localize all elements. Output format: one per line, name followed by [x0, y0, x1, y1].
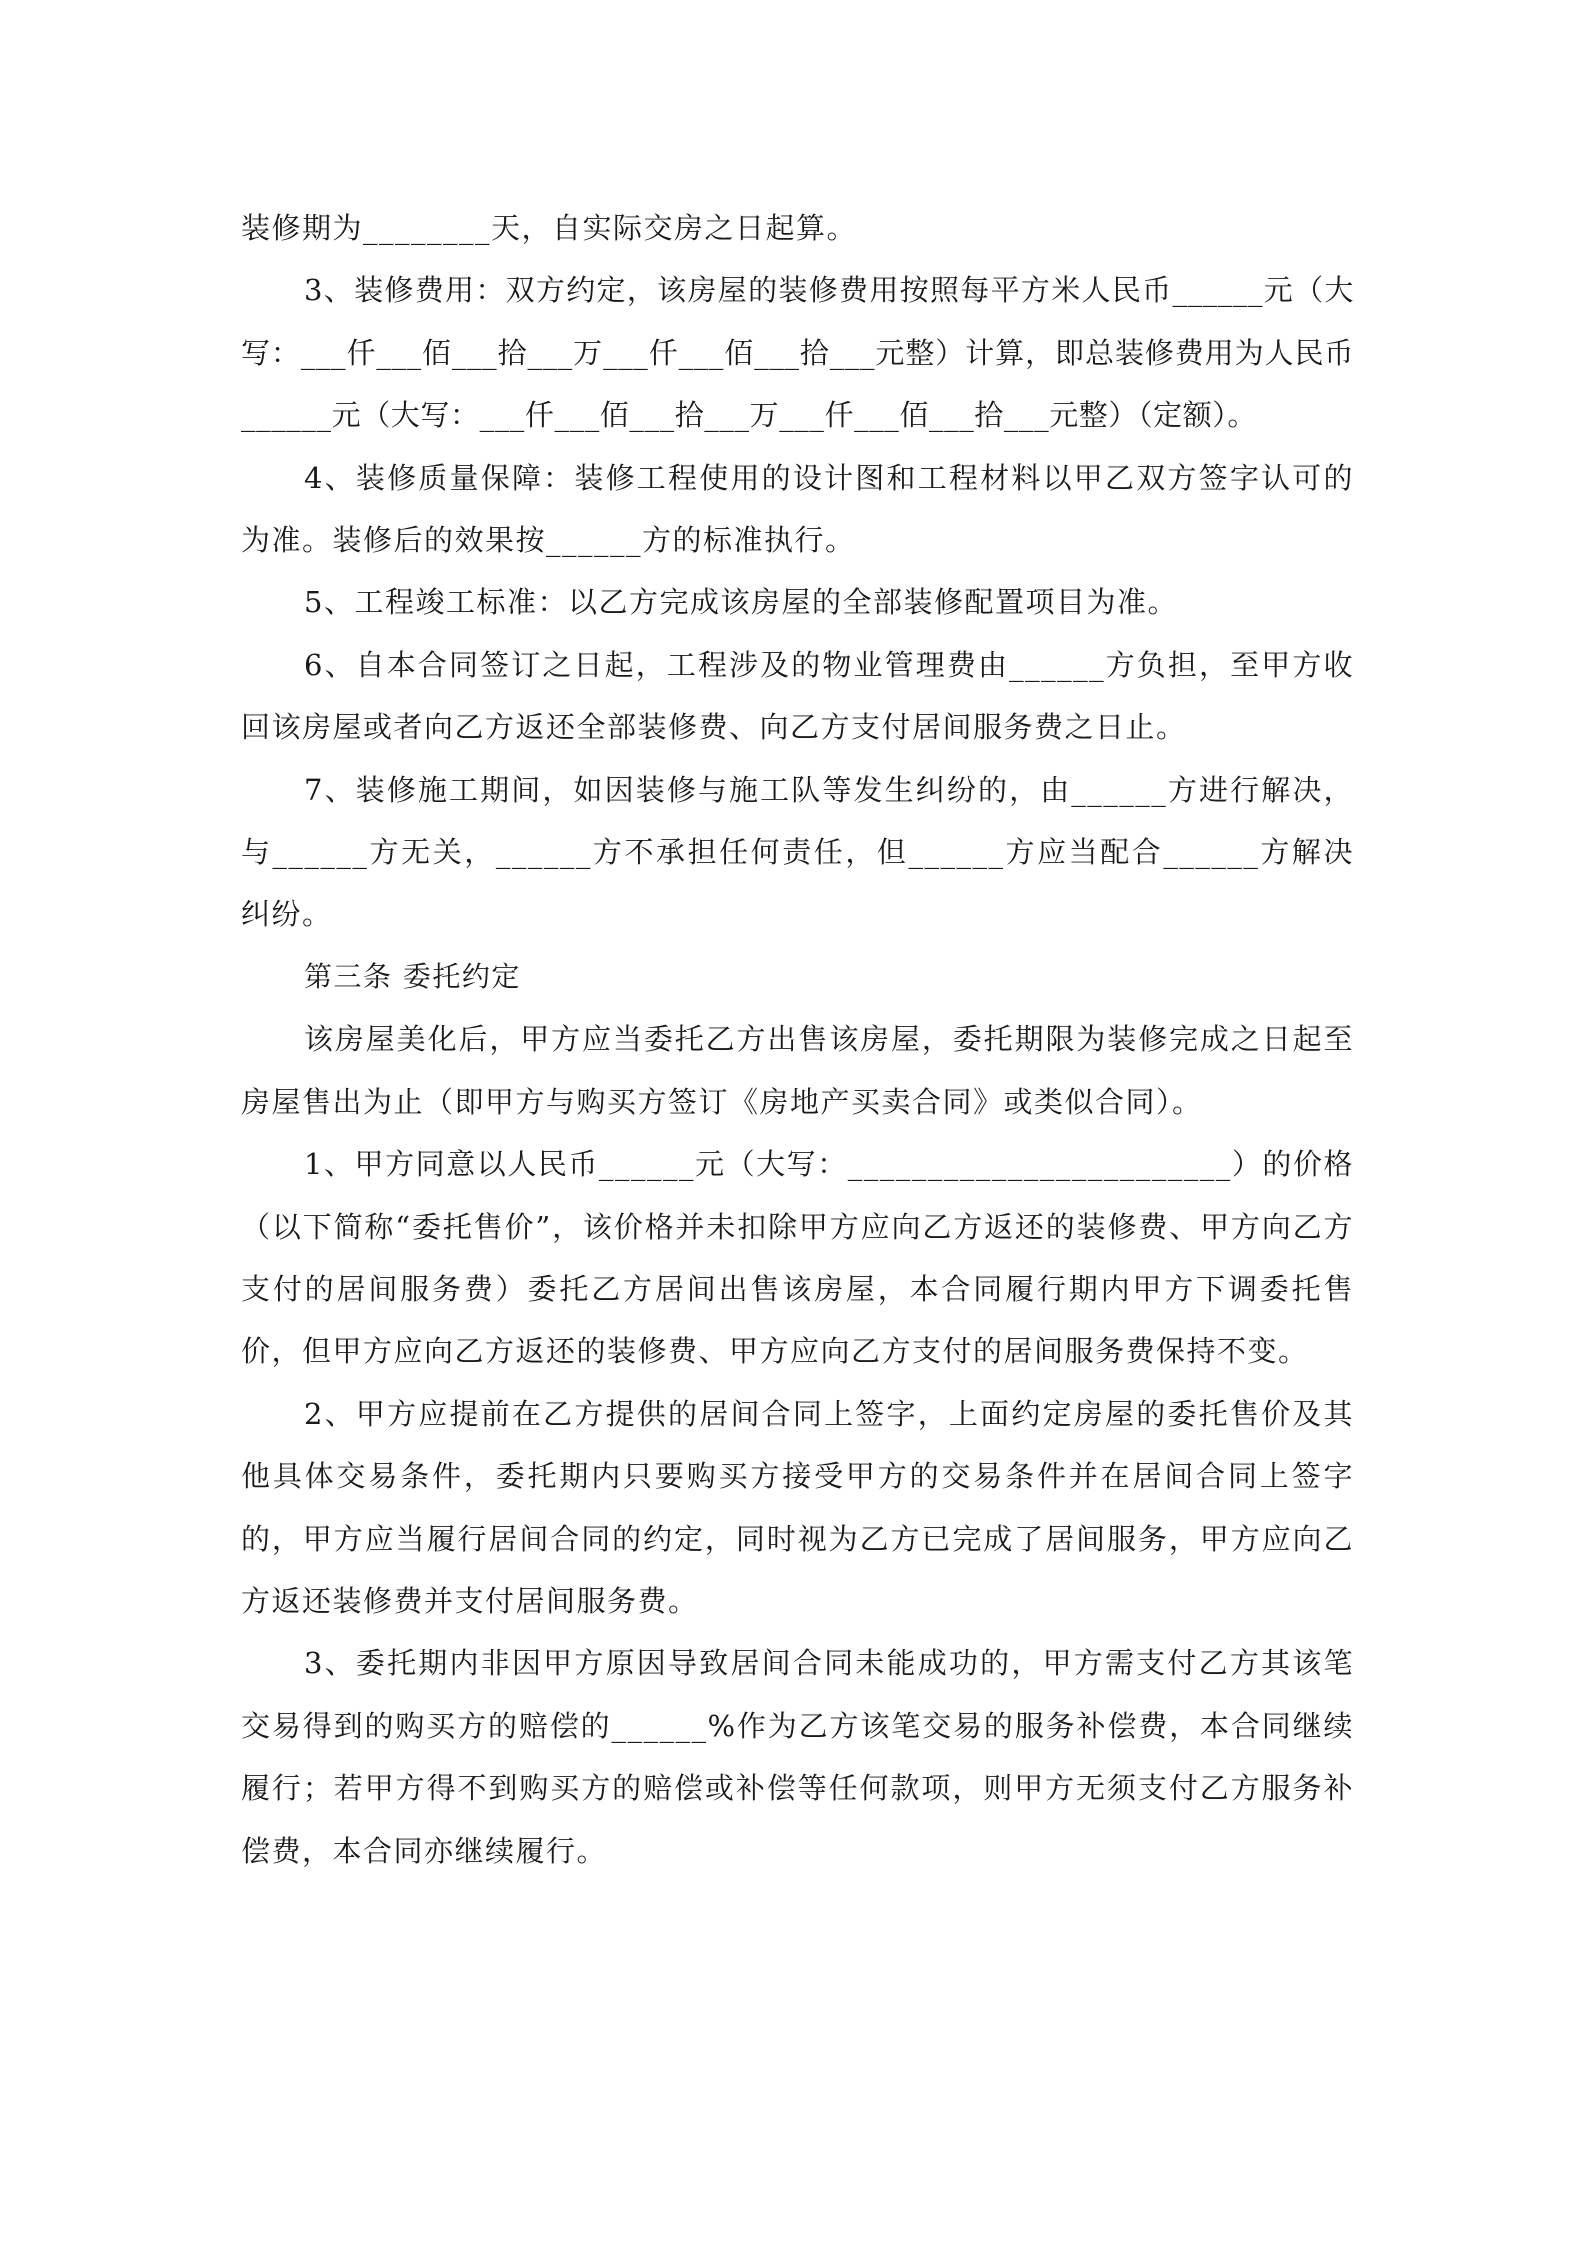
paragraph-compensation: 3、委托期内非因甲方原因导致居间合同未能成功的，甲方需支付乙方其该笔交易得到的购买方的赔偿的______%作为乙方该笔交易的服务补偿费，本合同继续履行；若甲方得不到购买方的赔偿或补偿等任何款项，则甲方无须支付乙方服务补偿费，本合同亦继续履行。	[241, 1646, 1354, 1868]
section-heading-article-3: 第三条 委托约定	[304, 959, 521, 993]
document-body	[241, 197, 1354, 1882]
paragraph-renovation-period: 装修期为________天，自实际交房之日起算。	[241, 211, 858, 245]
paragraph-renovation-cost: 3、装修费用：双方约定，该房屋的装修费用按照每平方米人民币______元（大写：___仟___佰___拾___万___仟___佰___拾___元整）计算，即总装修费用为人民币______元（大写：___仟___佰___拾___万___仟___佰___拾___元整）（定额）。	[241, 273, 1354, 433]
paragraph-quality-guarantee: 4、装修质量保障：装修工程使用的设计图和工程材料以甲乙双方签字认可的为准。装修后的效果按______方的标准执行。	[241, 460, 1354, 558]
paragraph-entrusted-price: 1、甲方同意以人民币______元（大写：________________________）的价格（以下简称“委托售价”，该价格并未扣除甲方应向乙方返还的装修费、甲方向乙方支付的居间服务费）委托乙方居间出售该房屋，本合同履行期内甲方下调委托售价，但甲方应向乙方返还的装修费、甲方应向乙方支付的居间服务费保持不变。	[241, 1147, 1354, 1369]
paragraph-entrustment-intro: 该房屋美化后，甲方应当委托乙方出售该房屋，委托期限为装修完成之日起至房屋售出为止（即甲方与购买方签订《房地产买卖合同》或类似合同）。	[241, 1022, 1354, 1119]
paragraph-dispute: 7、装修施工期间，如因装修与施工队等发生纠纷的，由______方进行解决，与______方无关，______方不承担任何责任，但______方应当配合______方解决纠纷。	[241, 772, 1354, 932]
paragraph-property-fee: 6、自本合同签订之日起，工程涉及的物业管理费由______方负担，至甲方收回该房屋或者向乙方返还全部装修费、向乙方支付居间服务费之日止。	[241, 647, 1354, 745]
paragraph-completion-standard: 5、工程竣工标准：以乙方完成该房屋的全部装修配置项目为准。	[304, 585, 1178, 620]
paragraph-brokerage-contract: 2、甲方应提前在乙方提供的居间合同上签字，上面约定房屋的委托售价及其他具体交易条件，委托期内只要购买方接受甲方的交易条件并在居间合同上签字的，甲方应当履行居间合同的约定，同时视为乙方已完成了居间服务，甲方应向乙方返还装修费并支付居间服务费。	[241, 1396, 1354, 1618]
